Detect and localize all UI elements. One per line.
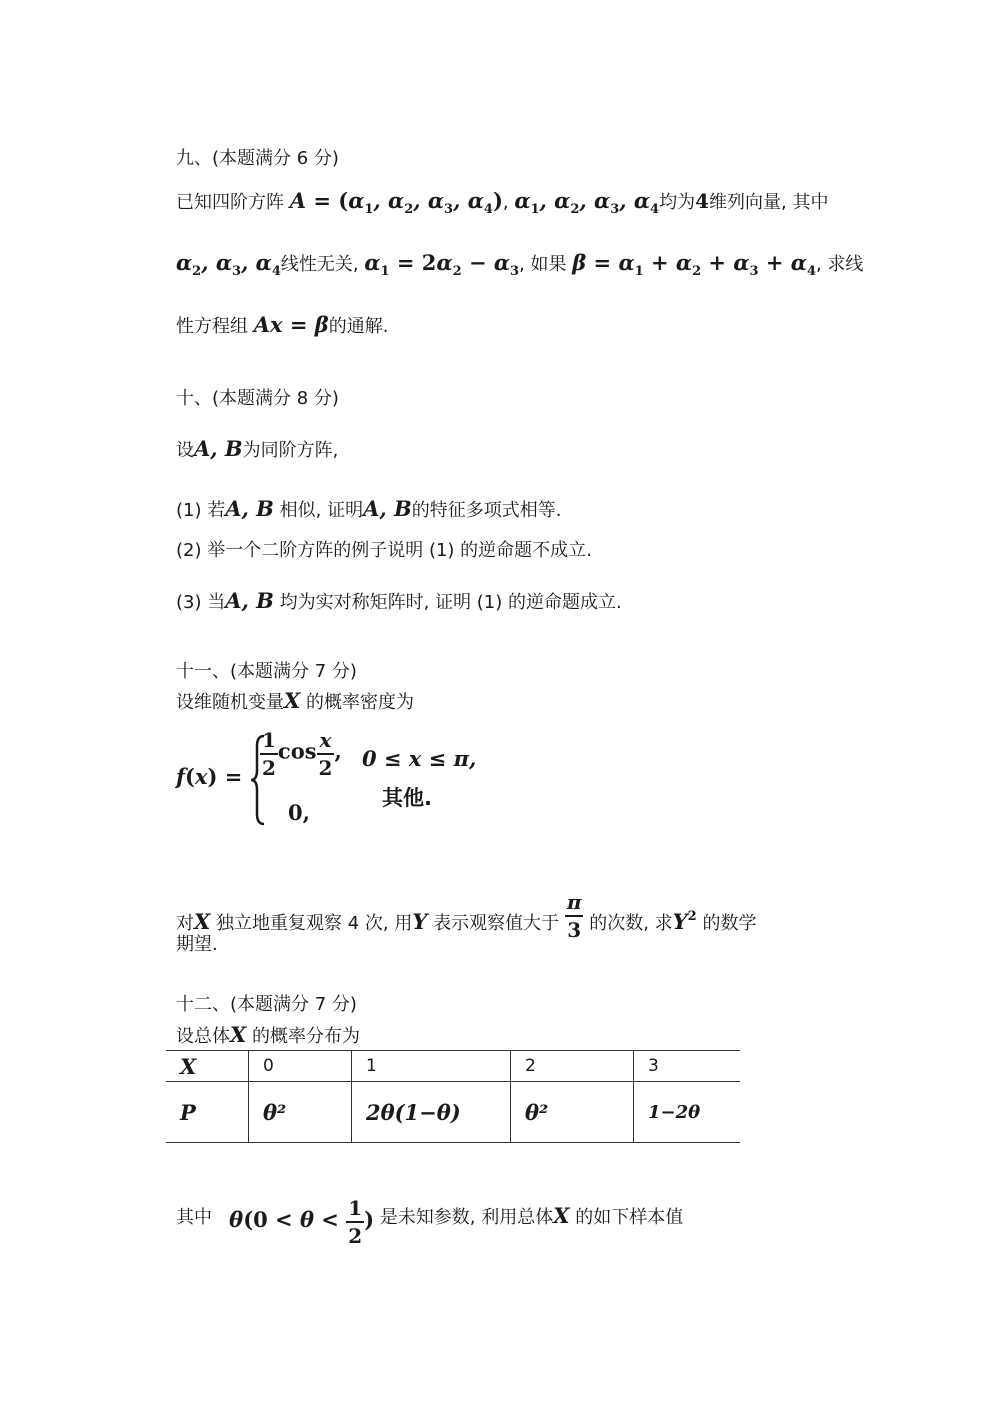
q10-part1: (1) 若A, B 相似, 证明A, B的特征多项式相等. bbox=[176, 496, 562, 521]
q10-intro: 设A, B为同阶方阵, bbox=[176, 436, 339, 461]
case2-condition: 其他. bbox=[382, 786, 432, 810]
case1-condition: 0 ≤ x ≤ π, bbox=[362, 746, 477, 771]
table-cell: θ² bbox=[249, 1082, 352, 1143]
equation-Ax-beta: Ax bbox=[253, 312, 283, 337]
table-row bbox=[166, 1051, 740, 1082]
q11-line3: 对X 独立地重复观察 4 次, 用Y 表示观察值大于 $\frac{\pi}{3}$ 的次数, 求$Y^2$ 的数学 bbox=[176, 890, 757, 942]
q10-heading: 十、(本题满分 8 分) bbox=[176, 388, 339, 409]
q9-line2: $\alpha_2$, $\alpha_3$, $\alpha_4$线性无关, $\alpha_1 = 2\alpha_2 - \alpha_3$, 如果 $\beta = \alpha_1 + \alpha_2 + \alpha_3 + \alpha_4$, 求线 bbox=[176, 250, 864, 279]
case2-value: 0, bbox=[288, 800, 310, 825]
pi-over-3: $\frac{\pi}{3}$ bbox=[566, 890, 582, 942]
matrix-A-definition: A bbox=[289, 188, 307, 213]
table-cell: 3 bbox=[634, 1051, 741, 1082]
table-cell: 2 bbox=[511, 1051, 634, 1082]
table-cell: X bbox=[166, 1051, 249, 1082]
table-cell: P bbox=[166, 1082, 249, 1143]
q10-part3: (3) 当A, B 均为实对称矩阵时, 证明 (1) 的逆命题成立. bbox=[176, 588, 622, 613]
probability-table bbox=[166, 1050, 740, 1143]
q12-line2: 其中 θ(0 < θ < $\frac{1}{2}$ ) 是未知参数, 利用总体X 的如下样本值 bbox=[176, 1196, 684, 1248]
table-cell: 2θ(1−θ) bbox=[352, 1082, 511, 1143]
table-row bbox=[166, 1082, 740, 1143]
density-function: f(x) = $\frac{1}{2}$ cos $\frac{x}{2}$ , 0 ≤ x ≤ π, 0, 其他. bbox=[176, 728, 477, 825]
beta-definition: β bbox=[572, 250, 587, 275]
q12-heading: 十二、(本题满分 7 分) bbox=[176, 994, 357, 1015]
table-cell: θ² bbox=[511, 1082, 634, 1143]
q9-line1: 已知四阶方阵 $A = (\alpha_1$, $\alpha_2$, $\alpha_3$, $\alpha_4$), $\alpha_1$, $\alpha_2$, $\alpha_3$, $\alpha_4$均为4维列向量, 其中 bbox=[176, 188, 829, 217]
q9-heading: 九、(本题满分 6 分) bbox=[176, 148, 339, 169]
q11-line1: 设维随机变量X 的概率密度为 bbox=[176, 688, 415, 713]
table-cell: 1−2θ bbox=[634, 1082, 741, 1143]
q12-line1: 设总体X 的概率分布为 bbox=[176, 1022, 361, 1047]
theta-range: θ(0 < θ < $\frac{1}{2}$ ) bbox=[229, 1196, 375, 1248]
alpha-vectors: $\alpha_1$, $\alpha_2$, $\alpha_3$, $\alpha_4$ bbox=[514, 188, 660, 217]
table-cell: 1 bbox=[352, 1051, 511, 1082]
q11-heading: 十一、(本题满分 7 分) bbox=[176, 661, 357, 682]
q11-line4: 期望. bbox=[176, 934, 218, 955]
alpha1-relation: $\alpha_1$ bbox=[364, 250, 390, 279]
q9-line3: 性方程组 Ax = β的通解. bbox=[176, 312, 389, 337]
q10-part2: (2) 举一个二阶方阵的例子说明 (1) 的逆命题不成立. bbox=[176, 540, 592, 561]
table-cell: 0 bbox=[249, 1051, 352, 1082]
